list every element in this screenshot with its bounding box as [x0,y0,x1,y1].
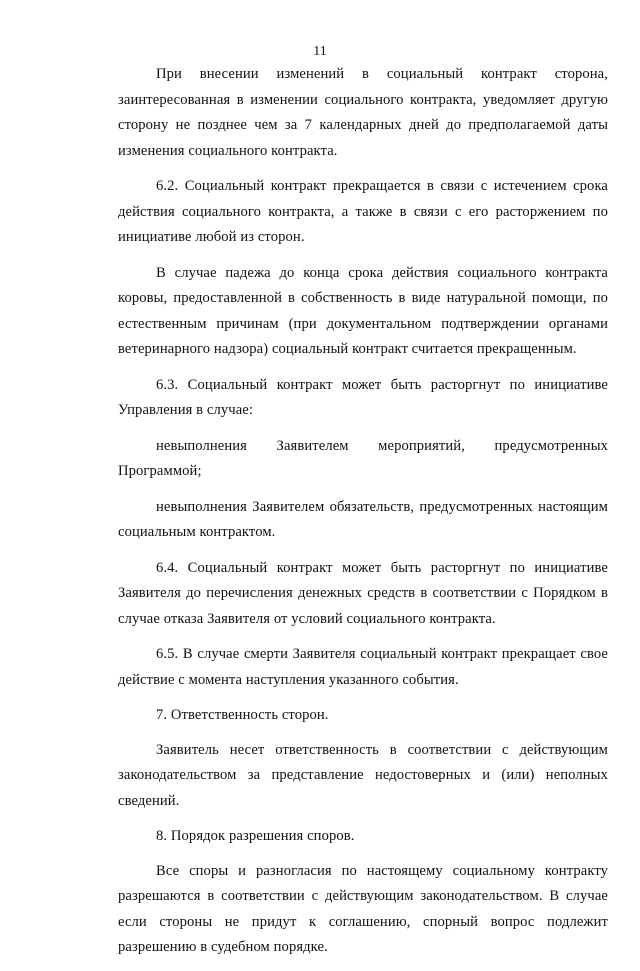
document-body [118,62,608,971]
section-heading-8: 8. Порядок разрешения споров. [156,828,355,844]
section-heading-7: 7. Ответственность сторон. [156,707,329,723]
page-number: 11 [313,44,327,59]
paragraph-6-3: 6.3. Социальный контракт может быть расторгнут по инициативе Управления в случае: [118,376,608,418]
paragraph-cow-loss: В случае падежа до конца срока действия социального контракта коровы, предоставленной в собственность в виде натуральной помощи, по естественным причинам (при документальном подтверждении органами ветеринарного надзора) социальный контракт считается прекращенным. [118,264,608,357]
paragraph-6-3-item-program: невыполнения Заявителем мероприятий, предусмотренных Программой; [118,437,608,479]
paragraph-disputes: Все споры и разногласия по настоящему социальному контракту разрешаются в соответствии с действующим законодательством. В случае если стороны не придут к соглашению, спорный вопрос подлежит разрешению в судебном порядке. [118,862,608,955]
paragraph-6-5: 6.5. В случае смерти Заявителя социальный контракт прекращает свое действие с момента наступления указанного события. [118,646,608,688]
paragraph-liability: Заявитель несет ответственность в соответствии с действующим законодательством за представление недостоверных и (или) неполных сведений. [118,741,608,809]
paragraph-6-2: 6.2. Социальный контракт прекращается в связи с истечением срока действия социального контракта, а также в связи с его расторжением по инициативе любой из сторон. [118,178,608,245]
paragraph-change-notice: При внесении изменений в социальный контракт сторона, заинтересованная в изменении социального контракта, уведомляет другую сторону не позднее чем за 7 календарных дней до предполагаемой даты изменения социального контракта. [118,66,608,159]
paragraph-6-3-item-obligations: невыполнения Заявителем обязательств, предусмотренных настоящим социальным контрактом. [118,498,608,540]
paragraph-6-4: 6.4. Социальный контракт может быть расторгнут по инициативе Заявителя до перечисления денежных средств в соответствии с Порядком в случае отказа Заявителя от условий социального контракта. [118,559,608,627]
